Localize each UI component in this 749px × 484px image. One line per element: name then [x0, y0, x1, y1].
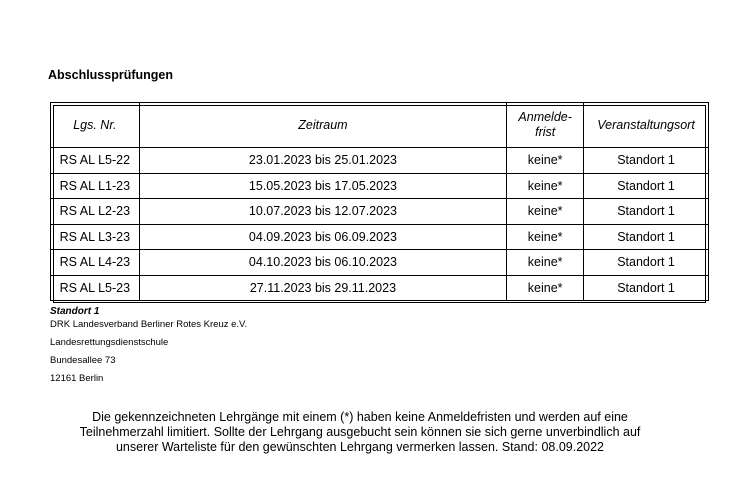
footnote-line: Teilnehmerzahl limitiert. Sollte der Lehrgang ausgebucht sein können sie sich gerne unverbindlich auf: [79, 425, 641, 439]
header-lgs-nr: Lgs. Nr.: [51, 103, 140, 148]
table-row: [51, 174, 708, 200]
table-header-row: [51, 103, 708, 148]
cell-zeitraum: 15.05.2023 bis 17.05.2023: [140, 174, 508, 200]
cell-ort: Standort 1: [584, 148, 708, 174]
cell-lgs-nr: RS AL L5-23: [51, 276, 140, 301]
table-row: [51, 250, 708, 276]
cell-ort: Standort 1: [584, 174, 708, 200]
cell-lgs-nr: RS AL L1-23: [51, 174, 140, 200]
exam-table: [50, 102, 709, 301]
header-veranstaltungsort: Veranstaltungsort: [584, 103, 708, 148]
cell-anmeldefrist: keine*: [507, 174, 584, 200]
page-title: Abschlussprüfungen: [48, 68, 174, 82]
table-row: [51, 225, 708, 251]
cell-ort: Standort 1: [584, 250, 708, 276]
footnote-line: Die gekennzeichneten Lehrgänge mit einem (*) haben keine Anmeldefristen und werden auf eine: [92, 410, 628, 424]
footnote-line: unserer Warteliste für den gewünschten Lehrgang vermerken lassen. Stand: 08.09.2022: [115, 440, 605, 454]
location-heading: Standort 1: [50, 306, 100, 317]
header-anmeldefrist-line1: Anmelde-: [518, 110, 572, 124]
cell-zeitraum: 23.01.2023 bis 25.01.2023: [140, 148, 508, 174]
location-city: 12161 Berlin: [50, 373, 104, 384]
cell-anmeldefrist: keine*: [507, 225, 584, 251]
header-anmeldefrist: [507, 103, 584, 148]
cell-ort: Standort 1: [584, 199, 708, 225]
cell-anmeldefrist: keine*: [507, 199, 584, 225]
table-row: [51, 276, 708, 301]
footnote: [40, 410, 680, 455]
cell-ort: Standort 1: [617, 280, 675, 295]
cell-anmeldefrist: keine*: [507, 148, 584, 174]
cell-lgs-nr: RS AL L4-23: [51, 250, 140, 276]
header-anmeldefrist-line2: frist: [535, 125, 556, 139]
cell-lgs-nr: RS AL L5-22: [51, 148, 140, 174]
location-org: DRK Landesverband Berliner Rotes Kreuz e.V.: [50, 319, 248, 330]
header-zeitraum: Zeitraum: [140, 103, 508, 148]
location-street: Bundesallee 73: [50, 355, 116, 366]
cell-zeitraum: 10.07.2023 bis 12.07.2023: [140, 199, 508, 225]
cell-lgs-nr: RS AL L2-23: [51, 199, 140, 225]
table-row: [51, 199, 708, 225]
cell-anmeldefrist: keine*: [507, 250, 584, 276]
cell-lgs-nr: RS AL L3-23: [51, 225, 140, 251]
cell-zeitraum: 04.10.2023 bis 06.10.2023: [140, 250, 508, 276]
cell-zeitraum: 04.09.2023 bis 06.09.2023: [140, 225, 508, 251]
table-row: [51, 148, 708, 174]
cell-anmeldefrist: keine*: [507, 276, 584, 301]
cell-zeitraum: 27.11.2023 bis 29.11.2023: [140, 276, 508, 301]
cell-ort: Standort 1: [584, 225, 708, 251]
location-school: Landesrettungsdienstschule: [50, 337, 169, 348]
